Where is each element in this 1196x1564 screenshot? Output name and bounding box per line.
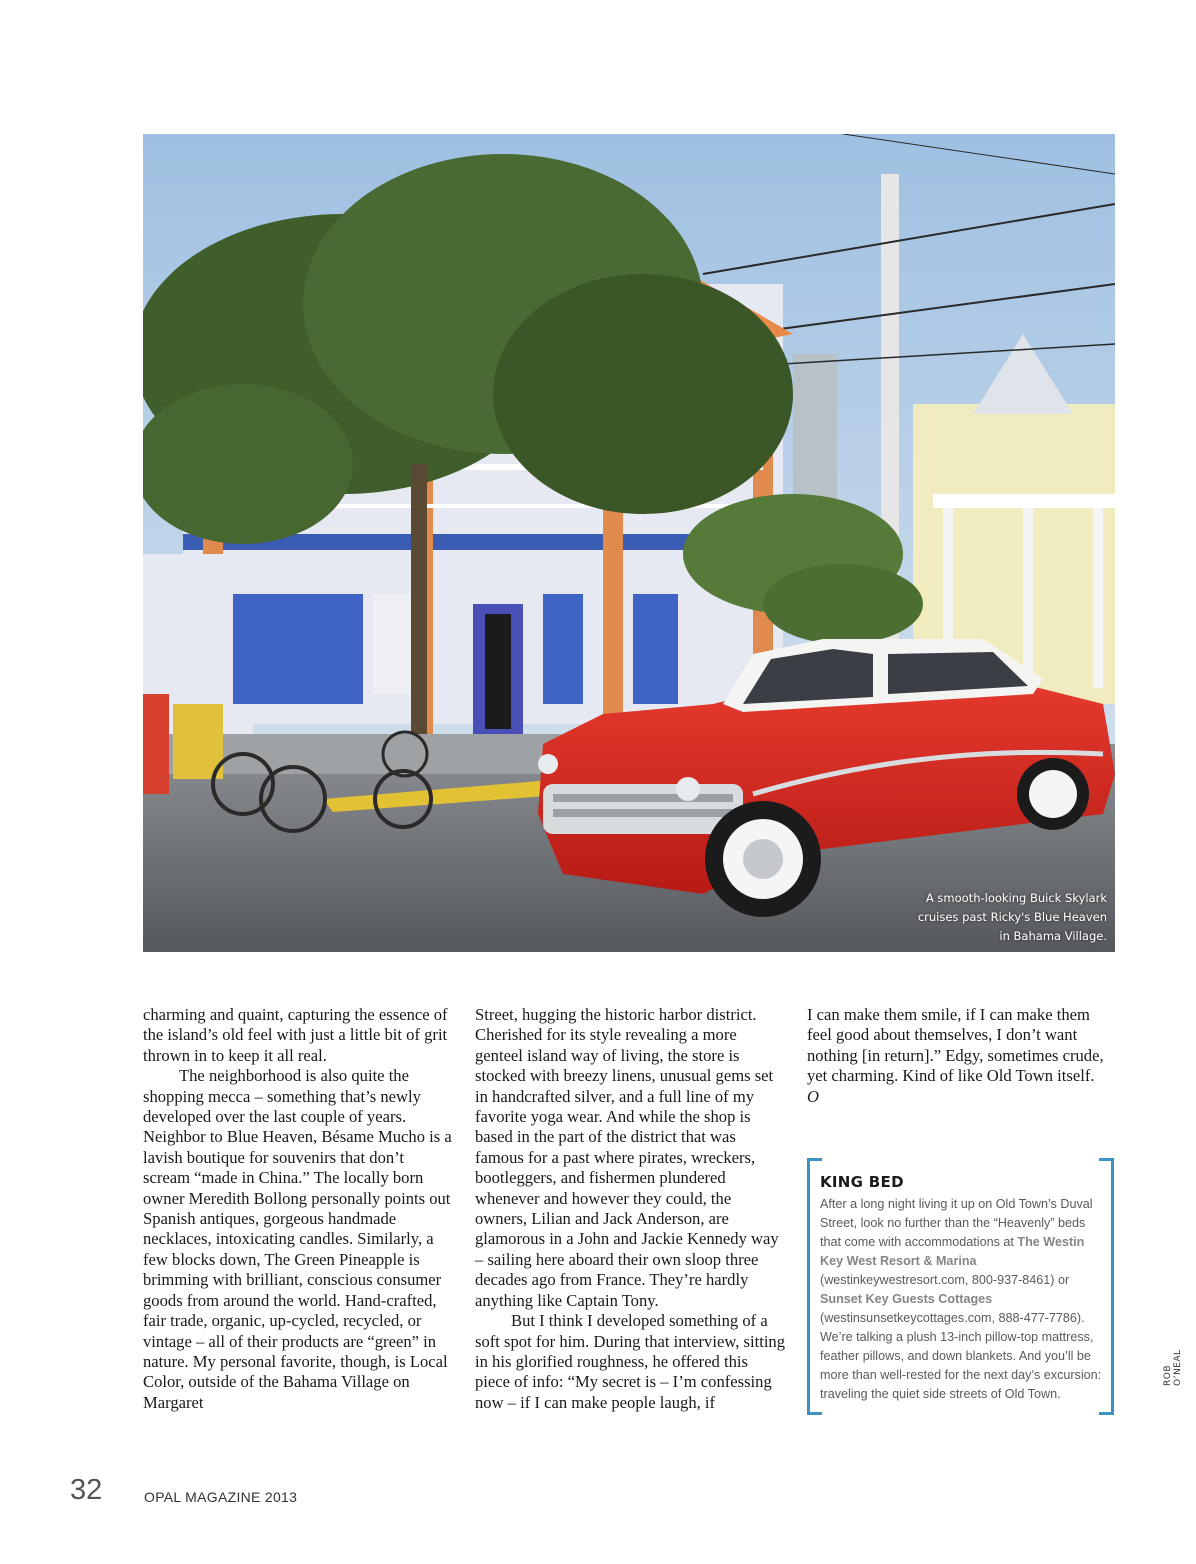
hero-photo (143, 134, 1115, 952)
paragraph: But I think I developed something of a soft spot for him. During that interview, sitting in his glorified roughness, he offered this piece of info: “My secret is – I’m confessing now – if I can make people laugh, if (475, 1311, 786, 1412)
paragraph: Street, hugging the historic harbor district. Cherished for its style revealing a more genteel island way of living, the store is stocked with breezy linens, unusual gems set in handcrafted silver, and a full line of my favorite yoga wear. And while the shop is based in the part of the district that was famous for a past where pirates, wreckers, bootleggers, and fishermen plundered whenever and however they could, the owners, Lilian and Jack Anderson, are glamorous in a John and Jackie Kennedy way – sailing here aboard their own sloop three decades ago from France. They’re hardly anything like Captain Tony. (475, 1005, 779, 1310)
sidebar-body (820, 1195, 1103, 1404)
page-number: 32 (70, 1474, 103, 1506)
sidebar-text: After a long night living it up on Old Town’s Duval Street, look no further than the “Heavenly” beds that come with accommodations at (820, 1197, 1093, 1249)
sidebar-text: (westinsunsetkeycottages.com, 888-477-7786). We’re talking a plush 13-inch pillow-top mattress, feather pillows, and down blankets. And you’ll be more than well-rested for the next day’s excursion: traveling the quiet side streets of Old Town. (820, 1311, 1102, 1401)
end-mark: O (807, 1086, 819, 1106)
king-bed-sidebar (807, 1158, 1114, 1411)
photo-credit: ROB O’NEAL (1163, 1349, 1183, 1386)
sidebar-title: KING BED (820, 1173, 904, 1191)
paragraph (807, 1005, 1107, 1107)
hotel-name-sunset-key: Sunset Key Guests Cottages (820, 1292, 993, 1306)
paragraph: The neighborhood is also quite the shopping mecca – something that’s newly developed over the last couple of years. Neighbor to Blue Heaven, Bésame Mucho is a lavish boutique for souvenirs that don’t scream “made in China.” The locally born owner Meredith Bollong personally points out Spanish antiques, gorgeous handmade necklaces, intoxicating candles. Similarly, a few blocks down, The Green Pineapple is brimming with brilliant, conscious consumer goods from around the world. Hand-crafted, fair trade, organic, up-cycled, recycled, or vintage – all of their products are “green” in nature. My personal favorite, though, is Local Color, outside of the Bahama Village on Margaret (143, 1066, 452, 1412)
hotel-name-westin: The Westin Key West Resort & Marina (820, 1235, 1085, 1268)
photo-caption: A smooth-looking Buick Skylark cruises past Ricky's Blue Heaven in Bahama Village. (917, 891, 1107, 943)
street-scene-illustration (143, 134, 1115, 952)
paragraph: charming and quaint, capturing the essence of the island’s old feel with just a little bit of grit thrown in to keep it all real. (143, 1005, 448, 1065)
magazine-name: OPAL MAGAZINE 2013 (144, 1489, 298, 1505)
article-column-2 (475, 1005, 787, 1413)
sidebar-text: (westinkeywestresort.com, 800-937-8461) or (820, 1273, 1070, 1287)
article-column-1 (143, 1005, 455, 1413)
paragraph-text: I can make them smile, if I can make them feel good about themselves, I don’t want nothing [in return].” Edgy, sometimes crude, yet charming. Kind of like Old Town itself. (807, 1005, 1104, 1086)
article-column-3 (807, 1005, 1107, 1107)
